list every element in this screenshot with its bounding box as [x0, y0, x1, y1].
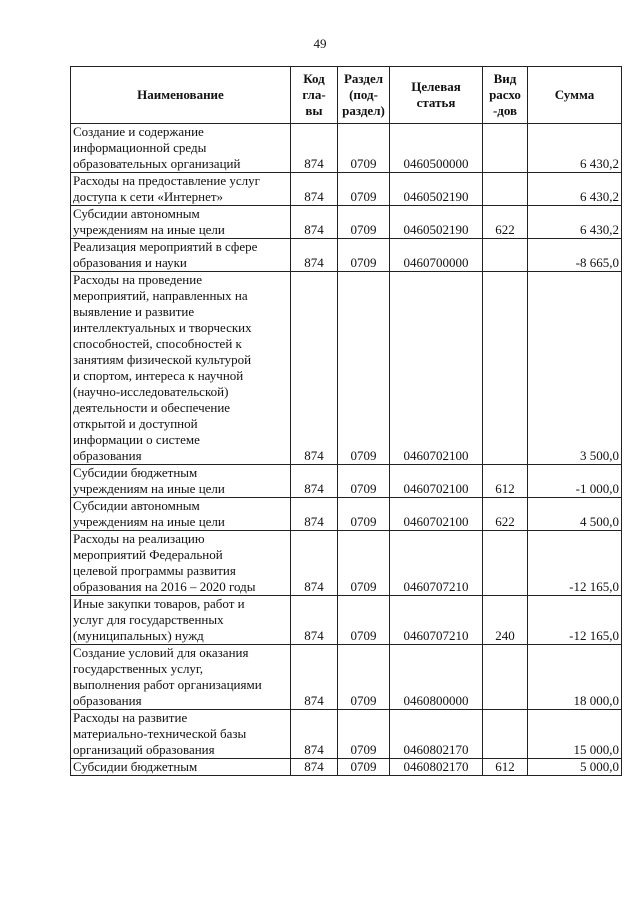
- name-cell: Расходы на реализацию мероприятий Федеральной целевой программы развития образования на 2016 – 2020 годы: [71, 531, 291, 596]
- code-cell: 874: [291, 645, 338, 710]
- section-cell: 0709: [338, 124, 390, 173]
- name-cell: Иные закупки товаров, работ и услуг для государственных (муниципальных) нужд: [71, 596, 291, 645]
- name-cell: Создание и содержание информационной среды образовательных организаций: [71, 124, 291, 173]
- type-cell: [483, 710, 528, 759]
- target-cell: 0460502190: [390, 173, 483, 206]
- sum-cell: 4 500,0: [528, 498, 622, 531]
- type-cell: 622: [483, 498, 528, 531]
- section-cell: 0709: [338, 173, 390, 206]
- table-row: [71, 531, 622, 596]
- section-cell: 0709: [338, 239, 390, 272]
- sum-cell: 3 500,0: [528, 272, 622, 465]
- name-cell: Расходы на проведение мероприятий, направленных на выявление и развитие интеллектуальных и творческих способностей, способностей к занятиям физической культурой и спортом, интереса к научной (научно-исследовательской) деятельности и обеспечение открытой и доступной информации о системе образования: [71, 272, 291, 465]
- name-cell: Субсидии бюджетным: [71, 759, 291, 776]
- table-row: [71, 124, 622, 173]
- code-cell: 874: [291, 124, 338, 173]
- type-cell: 612: [483, 465, 528, 498]
- target-cell: 0460700000: [390, 239, 483, 272]
- table-row: [71, 465, 622, 498]
- type-cell: [483, 239, 528, 272]
- target-cell: 0460702100: [390, 465, 483, 498]
- budget-table: [70, 66, 622, 776]
- type-cell: [483, 645, 528, 710]
- header-section: Раздел (под- раздел): [338, 67, 390, 124]
- sum-cell: 6 430,2: [528, 206, 622, 239]
- target-cell: 0460502190: [390, 206, 483, 239]
- type-cell: [483, 272, 528, 465]
- header-name: Наименование: [71, 67, 291, 124]
- sum-cell: 18 000,0: [528, 645, 622, 710]
- target-cell: 0460800000: [390, 645, 483, 710]
- code-cell: 874: [291, 498, 338, 531]
- target-cell: 0460802170: [390, 759, 483, 776]
- code-cell: 874: [291, 206, 338, 239]
- type-cell: [483, 173, 528, 206]
- sum-cell: 5 000,0: [528, 759, 622, 776]
- section-cell: 0709: [338, 272, 390, 465]
- name-cell: Субсидии автономным учреждениям на иные цели: [71, 498, 291, 531]
- target-cell: 0460802170: [390, 710, 483, 759]
- name-cell: Субсидии бюджетным учреждениям на иные цели: [71, 465, 291, 498]
- code-cell: 874: [291, 596, 338, 645]
- name-cell: Субсидии автономным учреждениям на иные цели: [71, 206, 291, 239]
- sum-cell: -12 165,0: [528, 596, 622, 645]
- code-cell: 874: [291, 272, 338, 465]
- code-cell: 874: [291, 710, 338, 759]
- code-cell: 874: [291, 239, 338, 272]
- section-cell: 0709: [338, 759, 390, 776]
- table-row: [71, 596, 622, 645]
- target-cell: 0460702100: [390, 498, 483, 531]
- sum-cell: 6 430,2: [528, 173, 622, 206]
- header-target: Целевая статья: [390, 67, 483, 124]
- section-cell: 0709: [338, 645, 390, 710]
- type-cell: [483, 124, 528, 173]
- section-cell: 0709: [338, 465, 390, 498]
- header-code: Код гла- вы: [291, 67, 338, 124]
- sum-cell: 15 000,0: [528, 710, 622, 759]
- section-cell: 0709: [338, 206, 390, 239]
- table-row: [71, 645, 622, 710]
- header-type: Вид расхо -дов: [483, 67, 528, 124]
- name-cell: Создание условий для оказания государственных услуг, выполнения работ организациями образования: [71, 645, 291, 710]
- header-row: [71, 67, 622, 124]
- page-number: 49: [313, 36, 327, 51]
- name-cell: Расходы на развитие материально-технической базы организаций образования: [71, 710, 291, 759]
- header-sum: Сумма: [528, 67, 622, 124]
- code-cell: 874: [291, 759, 338, 776]
- table-row: [71, 272, 622, 465]
- code-cell: 874: [291, 173, 338, 206]
- section-cell: 0709: [338, 596, 390, 645]
- table-row: [71, 239, 622, 272]
- name-cell: Расходы на предоставление услуг доступа к сети «Интернет»: [71, 173, 291, 206]
- type-cell: [483, 531, 528, 596]
- type-cell: 612: [483, 759, 528, 776]
- code-cell: 874: [291, 531, 338, 596]
- section-cell: 0709: [338, 498, 390, 531]
- sum-cell: -8 665,0: [528, 239, 622, 272]
- target-cell: 0460702100: [390, 272, 483, 465]
- type-cell: 240: [483, 596, 528, 645]
- target-cell: 0460500000: [390, 124, 483, 173]
- target-cell: 0460707210: [390, 531, 483, 596]
- table-row: [71, 498, 622, 531]
- table-body: [71, 124, 622, 776]
- table-row: [71, 710, 622, 759]
- code-cell: 874: [291, 465, 338, 498]
- sum-cell: -1 000,0: [528, 465, 622, 498]
- sum-cell: 6 430,2: [528, 124, 622, 173]
- name-cell: Реализация мероприятий в сфере образования и науки: [71, 239, 291, 272]
- table-row: [71, 206, 622, 239]
- table-row: [71, 759, 622, 776]
- section-cell: 0709: [338, 710, 390, 759]
- section-cell: 0709: [338, 531, 390, 596]
- target-cell: 0460707210: [390, 596, 483, 645]
- table-row: [71, 173, 622, 206]
- sum-cell: -12 165,0: [528, 531, 622, 596]
- type-cell: 622: [483, 206, 528, 239]
